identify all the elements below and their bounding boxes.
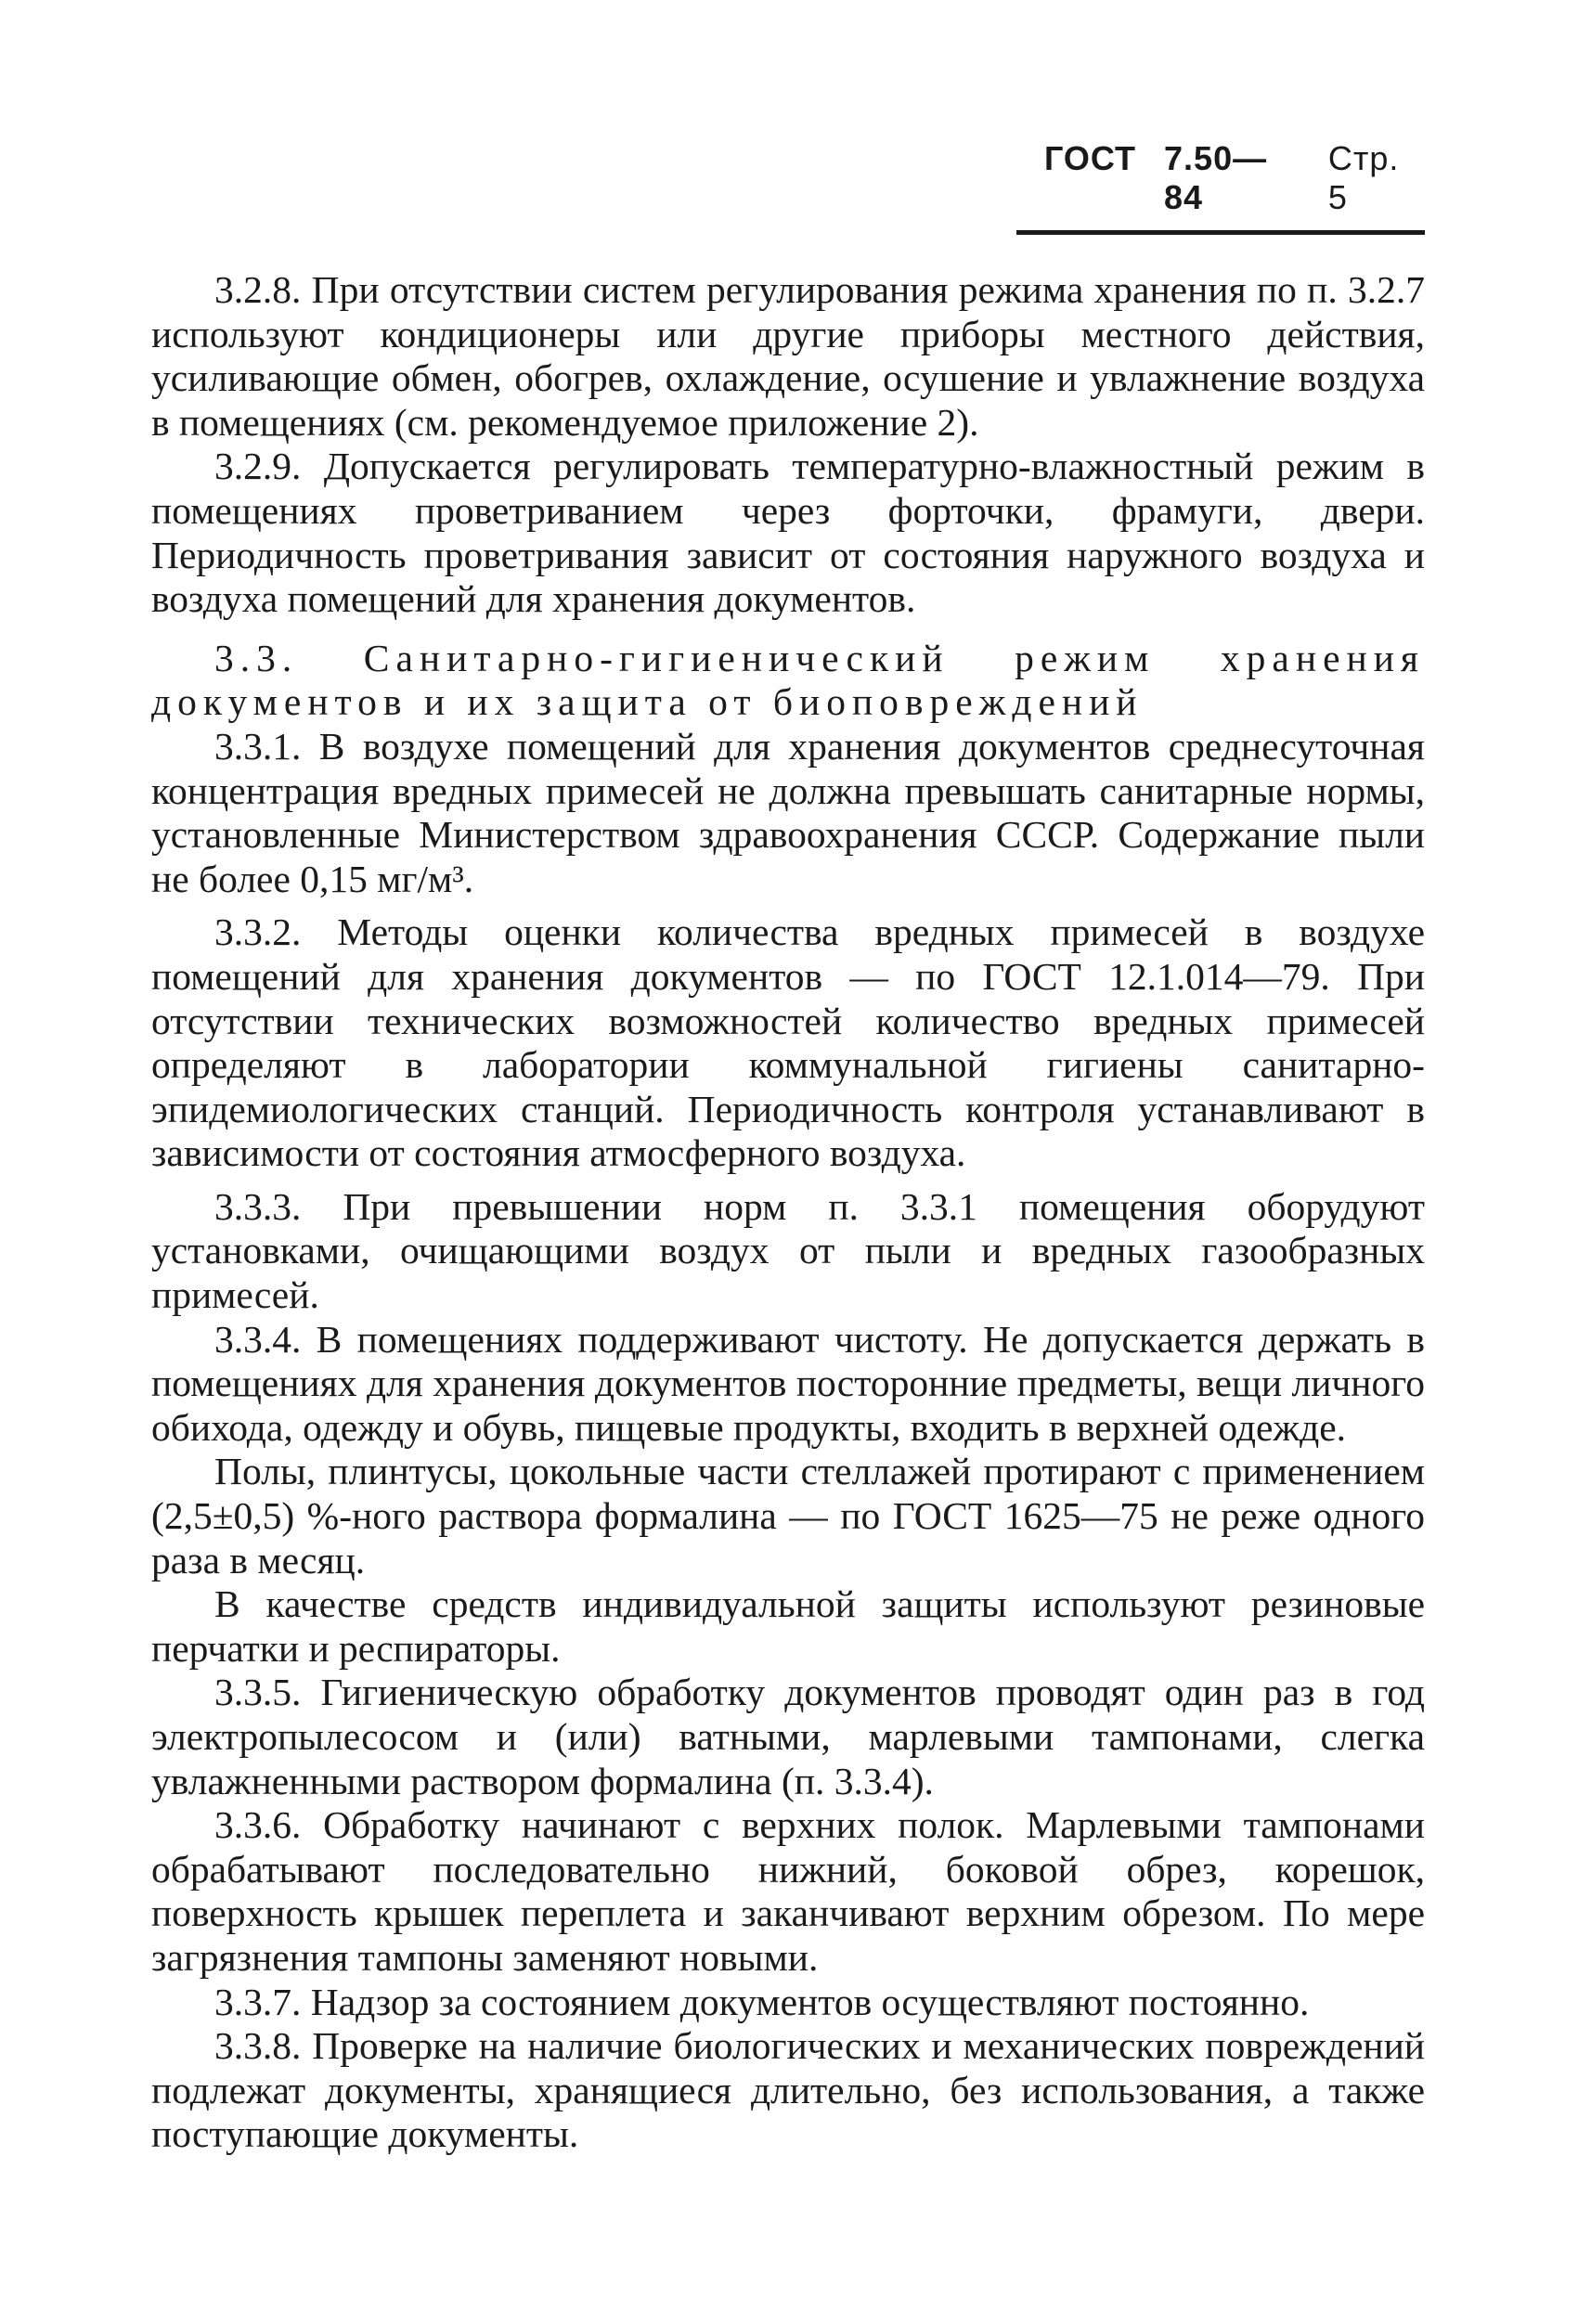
- document-page: [151, 139, 1425, 2157]
- paragraph-3-2-9: 3.2.9. Допускается регулировать температурно-влажностный режим в помещениях проветриванием через форточки, фрамуги, двери. Периодичность проветривания зависит от состояния наружного воздуха и воздуха помещений для хранения документов.: [151, 445, 1425, 621]
- paragraph-3-3-2: 3.3.2. Методы оценки количества вредных примесей в воздухе помещений для хранения документов — по ГОСТ 12.1.014—79. При отсутствии технических возможностей количество вредных примесей определяют в лаборатории коммунальной гигиены санитарно-эпидемиологических станций. Периодичность контроля устанавливают в зависимости от состояния атмосферного воздуха.: [151, 910, 1425, 1175]
- header-standard: ГОСТ: [1044, 139, 1137, 177]
- paragraph-3-3-8: 3.3.8. Проверке на наличие биологических и механических повреждений подлежат документы, хранящиеся длительно, без использования, а также поступающие документы.: [151, 2024, 1425, 2156]
- paragraph-3-3-6: 3.3.6. Обработку начинают с верхних полок. Марлевыми тампонами обрабатывают последовательно нижний, боковой обрез, корешок, поверхность крышек переплета и заканчивают верхним обрезом. По мере загрязнения тампоны заменяют новыми.: [151, 1803, 1425, 1979]
- paragraph-floors: Полы, плинтусы, цокольные части стеллажей протирают с применением (2,5±0,5) %-ного раствора формалина — по ГОСТ 1625—75 не реже одного раза в месяц.: [151, 1450, 1425, 1582]
- paragraph-3-3-3: 3.3.3. При превышении норм п. 3.3.1 помещения оборудуют установками, очищающими воздух от пыли и вредных газообразных примесей.: [151, 1184, 1425, 1317]
- paragraph-protection: В качестве средств индивидуальной защиты используют резиновые перчатки и респираторы.: [151, 1582, 1425, 1670]
- header-page-number: Стр. 5: [1327, 139, 1400, 216]
- body-text: [151, 268, 1425, 2157]
- running-header: [1016, 139, 1425, 235]
- paragraph-3-2-8: 3.2.8. При отсутствии систем регулирования режима хранения по п. 3.2.7 используют кондиционеры или другие приборы местного действия, усиливающие обмен, обогрев, охлаждение, осушение и увлажнение воздуха в помещениях (см. рекомендуемое приложение 2).: [151, 268, 1425, 444]
- paragraph-3-3-4: 3.3.4. В помещениях поддерживают чистоту. Не допускается держать в помещениях для хранения документов посторонние предметы, вещи личного обихода, одежду и обувь, пищевые продукты, входить в верхней одежде.: [151, 1317, 1425, 1449]
- paragraph-3-3-7: 3.3.7. Надзор за состоянием документов осуществляют постоянно.: [214, 1980, 1310, 2023]
- section-heading-3-3: 3.3. Санитарно-гигиенический режим хранения документов и их защита от биоповреждений: [151, 636, 1425, 724]
- paragraph-3-3-5: 3.3.5. Гигиеническую обработку документов проводят один раз в год электропылесосом и (или) ватными, марлевыми тампонами, слегка увлажненными раствором формалина (п. 3.3.4).: [151, 1671, 1425, 1802]
- paragraph-3-3-1: 3.3.1. В воздухе помещений для хранения документов среднесуточная концентрация вредных примесей не должна превышать санитарные нормы, установленные Министерством здравоохранения СССР. Содержание пыли не более 0,15 мг/м³.: [151, 724, 1425, 900]
- header-number: 7.50—84: [1164, 139, 1268, 216]
